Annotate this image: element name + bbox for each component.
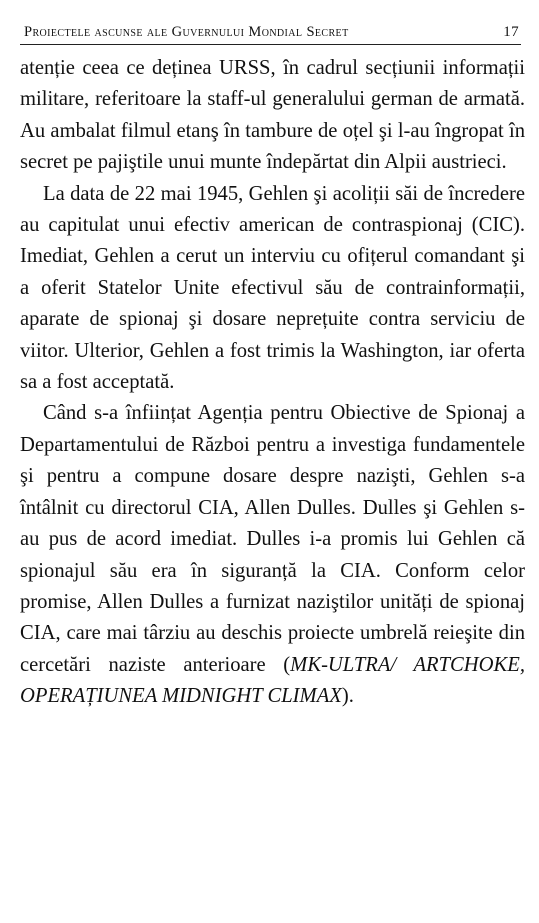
- paragraph-3-text: Când s-a înființat Agenția pentru Obiective de Spionaj a Departamentului de Război pentru a investiga fundamentele şi pentru a compune dosare despre nazişti, Gehlen s-a întâlnit cu directorul CIA, Allen Dulles. Dulles şi Gehlen s-au pus de acord imediat. Dulles i-a promis lui Gehlen că spionajul său era în siguranță la CIA. Conform celor promise, Allen Dulles a furnizat naziştilor unități de spionaj CIA, care mai târziu au deschis proiecte umbrelă reieşite din cercetări naziste anterioare (: [20, 402, 525, 676]
- page-number: 17: [503, 24, 519, 40]
- paragraph-2: La data de 22 mai 1945, Gehlen şi acoliții săi de încredere au capitulat unui efectiv american de contraspionaj (CIC). Imediat, Gehlen a cerut un interviu cu ofițerul comandant şi a oferit Statelor Unite efectivul său de contrainformații, aparate de spionaj şi dosare neprețuite contra serviciu de viitor. Ulterior, Gehlen a fost trimis la Washington, iar oferta sa a fost acceptată.: [20, 182, 525, 394]
- paragraph-1: atenție ceea ce deținea URSS, în cadrul secțiunii informații militare, referitoare la staff-ul generalului german de armată. Au ambalat filmul etanş în tambure de oțel şi l-au îngropat în secret pe pajiştile unui munte îndepărtat din Alpii austrieci.: [20, 57, 525, 174]
- running-head-title: Proiectele ascunse ale Guvernului Mondial Secret: [24, 24, 349, 40]
- running-head: [20, 24, 521, 45]
- paragraph-3: [20, 398, 525, 712]
- paragraph-3-closing: ).: [341, 685, 354, 708]
- paragraph-3-italic-reference: MK-ULTRA/ ARTCHOKE, OPERAȚIUNEA MIDNIGHT CLIMAX: [20, 653, 526, 708]
- body-text: [20, 53, 525, 713]
